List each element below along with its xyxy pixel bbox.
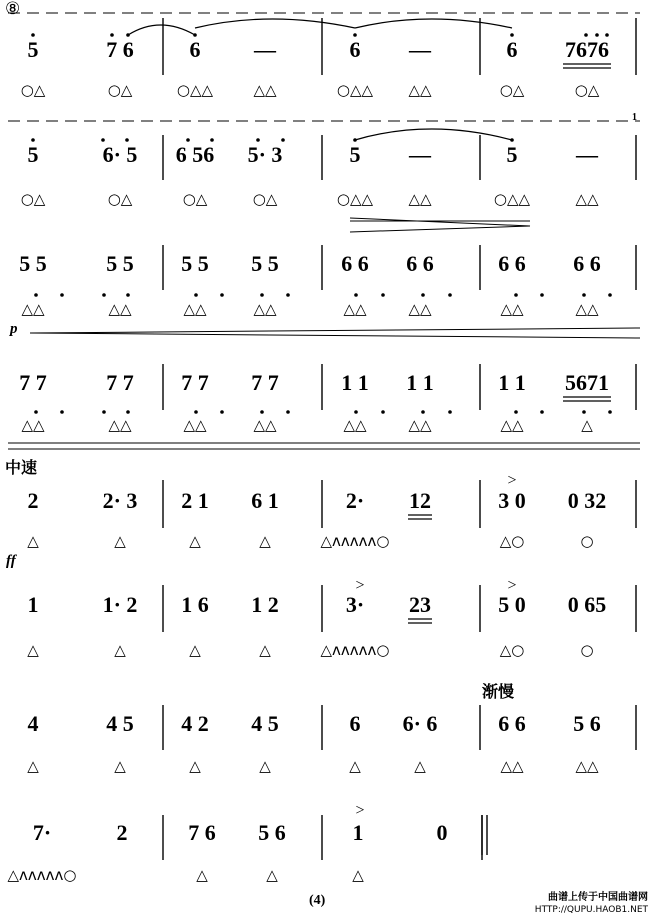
low-octave-dot [608,410,612,414]
low-octave-dot [381,293,385,297]
tempo-moderato: 中速 [5,458,38,477]
percussion-symbols: △△ [575,300,599,318]
percussion-symbols: ○ [580,532,594,550]
low-octave-dot [448,293,452,297]
rehearsal-mark: ⑧ [5,0,21,19]
high-octave-dot [125,138,129,142]
note-group: 6 [506,37,518,62]
note-group: 6 6 [498,251,526,276]
percussion-symbols: △ [352,866,364,884]
note-group: 6 6 [406,251,434,276]
note-group: 23 [409,592,431,617]
note-group: 5 0 [498,592,526,617]
note-group: 7 7 [251,370,279,395]
low-octave-dot [102,410,106,414]
high-octave-dot [210,138,214,142]
low-octave-dot [421,410,425,414]
high-octave-dot [584,33,588,37]
low-octave-dot [34,410,38,414]
percussion-symbols: ○△ [107,190,133,208]
percussion-symbols: △ [114,532,126,550]
note-group: 1 [352,820,364,845]
low-octave-dot [582,410,586,414]
hairpin-line [350,226,530,232]
low-octave-dot [514,410,518,414]
tie-arc [195,19,355,28]
percussion-symbols: ○△ [574,81,600,99]
percussion-symbols: △△ [500,300,524,318]
percussion-symbols: ○△ [20,81,46,99]
note-group: 7676 [565,37,609,62]
note-group: 4 5 [251,711,279,736]
low-octave-dot [60,293,64,297]
percussion-symbols: △ [581,416,593,434]
percussion-symbols: △ [114,757,126,775]
high-octave-dot [101,138,105,142]
percussion-symbols: △△ [343,300,367,318]
note-group: 5 [27,142,39,167]
note-group: 7 7 [181,370,209,395]
low-octave-dot [126,410,130,414]
percussion-symbols: △△ [183,416,207,434]
low-octave-dot [286,293,290,297]
high-octave-dot [353,33,357,37]
percussion-symbols: ○△△ [493,190,531,208]
note-group: 6 6 [573,251,601,276]
low-octave-dot [286,410,290,414]
percussion-symbols: △ [259,532,271,550]
percussion-symbols: △○ [499,641,525,659]
percussion-symbols: △△ [253,416,277,434]
percussion-symbols: ○△ [182,190,208,208]
low-octave-dot [260,293,264,297]
note-group: 0 32 [567,488,607,513]
note-group: 5 6 [258,820,286,845]
note-group: 5 5 [19,251,47,276]
note-group: 4 2 [181,711,209,736]
percussion-symbols: ○ [580,641,594,659]
note-group: 5671 [565,370,609,395]
high-octave-dot [186,138,190,142]
low-octave-dot [540,293,544,297]
percussion-symbols: △ [189,532,201,550]
percussion-symbols: △△ [408,190,432,208]
low-octave-dot [34,293,38,297]
note-group: — [254,37,276,62]
note-group: 12 [409,488,431,513]
percussion-symbols: ○△ [20,190,46,208]
note-group: 4 5 [106,711,134,736]
low-octave-dot [381,410,385,414]
note-group: 1· 2 [102,592,138,617]
note-group: 2 [27,488,39,513]
percussion-symbols: △ [414,757,426,775]
tie-arc [355,19,512,28]
note-group: 3· [345,592,365,617]
percussion-symbols: △ [196,866,208,884]
percussion-symbols: △△ [500,757,524,775]
percussion-symbols: △△ [500,416,524,434]
percussion-symbols: △ [27,641,39,659]
note-group: 5 [349,142,361,167]
low-octave-dot [102,293,106,297]
note-group: 2 1 [181,488,209,513]
high-octave-dot [31,138,35,142]
low-octave-dot [448,410,452,414]
watermark-title: 曲谱上传于中国曲谱网 [548,892,648,903]
percussion-symbols: △△ [575,190,599,208]
low-octave-dot [260,410,264,414]
dynamic-fortissimo: ff [6,553,16,569]
note-group: 7 7 [19,370,47,395]
note-group: 6 [189,37,201,62]
hairpin-line [350,218,530,226]
note-group: 6 1 [251,488,279,513]
low-octave-dot [354,410,358,414]
percussion-symbols: △△ [108,300,132,318]
percussion-symbols: △ [349,757,361,775]
percussion-symbols: △△ [21,416,45,434]
percussion-symbols: △△ [575,757,599,775]
high-octave-dot [281,138,285,142]
note-group: 5 5 [251,251,279,276]
low-octave-dot [582,293,586,297]
high-octave-dot [256,138,260,142]
watermark-url: HTTP://QUPU.HAOB1.NET [534,905,648,915]
percussion-symbols: △ʌʌʌʌʌ○ [7,866,77,884]
low-octave-dot [126,293,130,297]
note-group: 0 65 [567,592,607,617]
low-octave-dot [194,410,198,414]
note-group: 6 6 [498,711,526,736]
percussion-symbols: ○△ [499,81,525,99]
percussion-symbols: △△ [253,81,277,99]
low-octave-dot [220,410,224,414]
low-octave-dot [354,293,358,297]
percussion-symbols: ○△△ [336,81,374,99]
note-group: 1 1 [341,370,369,395]
percussion-symbols: ○△△ [336,190,374,208]
percussion-symbols: △ [189,641,201,659]
note-group: 2· 3 [102,488,138,513]
note-group: 1 2 [251,592,279,617]
note-group: 6· 6 [402,711,438,736]
note-group: 6· 5 [102,142,138,167]
note-group: 5 [27,37,39,62]
percussion-symbols: △△ [343,416,367,434]
percussion-symbols: △○ [499,532,525,550]
tie-arc [128,25,195,35]
percussion-symbols: △△ [253,300,277,318]
note-group: 2· [345,488,365,513]
note-group: 5 5 [181,251,209,276]
note-group: — [409,142,431,167]
low-octave-dot [220,293,224,297]
note-group: 5 6 [573,711,601,736]
note-group: 7· [32,820,52,845]
tempo-gradually-slower: 渐慢 [482,682,515,701]
percussion-symbols: △△ [183,300,207,318]
note-group: 2 [116,820,128,845]
high-octave-dot [31,33,35,37]
percussion-symbols: △△ [108,416,132,434]
high-octave-dot [605,33,609,37]
percussion-symbols: △ [259,641,271,659]
page-number: (4) [309,893,326,908]
note-group: 7 6 [188,820,216,845]
percussion-symbols: △ʌʌʌʌʌ○ [320,532,390,550]
note-group: 5· 3 [247,142,283,167]
note-group: 7 6 [106,37,134,62]
percussion-symbols: △ [259,757,271,775]
accent-mark: > [507,577,517,594]
accent-mark: > [355,802,365,819]
percussion-symbols: △ [27,532,39,550]
low-octave-dot [60,410,64,414]
percussion-symbols: △△ [21,300,45,318]
note-group: 4 [27,711,39,736]
note-group: 3 0 [498,488,526,513]
note-group: 1 [27,592,39,617]
high-octave-dot [595,33,599,37]
percussion-symbols: △△ [408,81,432,99]
percussion-symbols: △ʌʌʌʌʌ○ [320,641,390,659]
note-group: 6 56 [175,142,215,167]
note-group: 6 6 [341,251,369,276]
percussion-symbols: △ [189,757,201,775]
note-group: 5 [506,142,518,167]
tie-arc [355,129,512,140]
note-group: 5 5 [106,251,134,276]
high-octave-dot [510,33,514,37]
accent-mark: > [507,472,517,489]
note-group: — [409,37,431,62]
note-group: — [576,142,598,167]
note-group: 0 [436,820,448,845]
note-group: 6 [349,37,361,62]
percussion-symbols: ○△△ [176,81,214,99]
percussion-symbols: △ [114,641,126,659]
crescendo-line [30,328,640,333]
percussion-symbols: △△ [408,416,432,434]
crescendo-line [30,333,640,338]
low-octave-dot [608,293,612,297]
high-octave-dot [110,33,114,37]
note-group: 1 1 [406,370,434,395]
note-group: 6 [349,711,361,736]
percussion-symbols: ○△ [107,81,133,99]
note-group: 7 7 [106,370,134,395]
accent-mark: > [355,577,365,594]
percussion-symbols: △△ [408,300,432,318]
note-group: 1 6 [181,592,209,617]
percussion-symbols: ○△ [252,190,278,208]
low-octave-dot [514,293,518,297]
percussion-symbols: △ [27,757,39,775]
line-number: 1 [632,112,637,123]
dynamic-piano: p [10,321,18,337]
note-group: 1 1 [498,370,526,395]
low-octave-dot [421,293,425,297]
low-octave-dot [540,410,544,414]
low-octave-dot [194,293,198,297]
percussion-symbols: △ [266,866,278,884]
